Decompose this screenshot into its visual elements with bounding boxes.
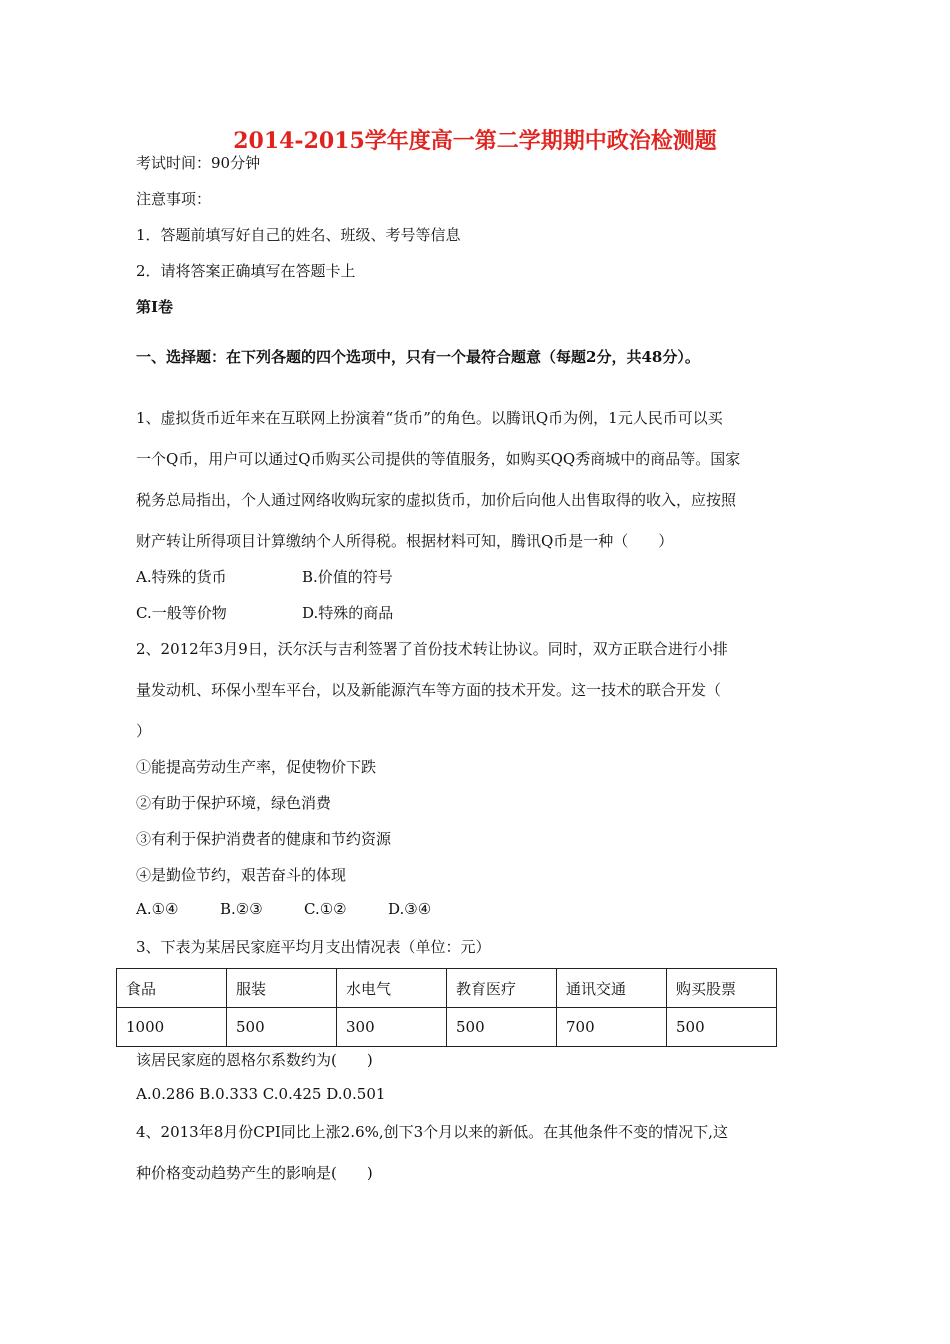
notice-item: 2．请将答案正确填写在答题卡上	[136, 262, 356, 280]
table-header-cell: 水电气	[337, 969, 447, 1008]
table-header-cell: 教育医疗	[447, 969, 557, 1008]
table-cell: 300	[337, 1008, 447, 1047]
q2-text-line: 量发动机、环保小型车平台，以及新能源汽车等方面的技术开发。这一技术的联合开发（	[136, 681, 722, 699]
q3-intro: 3、下表为某居民家庭平均月支出情况表（单位：元）	[136, 938, 491, 956]
q4-text-line: 4、2013年8月份CPI同比上涨2.6%,创下3个月以来的新低。在其他条件不变的情况下,这	[136, 1123, 728, 1141]
table-header-cell: 购买股票	[667, 969, 777, 1008]
q2-statement: ④是勤俭节约，艰苦奋斗的体现	[136, 866, 347, 884]
table-row	[117, 1008, 777, 1047]
q2-option-d[interactable]: D.③④	[388, 900, 432, 918]
q2-statement: ①能提高劳动生产率，促使物价下跌	[136, 758, 377, 776]
q3-options[interactable]: A.0.286 B.0.333 C.0.425 D.0.501	[136, 1085, 386, 1103]
table-header-row	[117, 969, 777, 1008]
q4-text-line: 种价格变动趋势产生的影响是( )	[136, 1164, 373, 1182]
table-cell: 500	[447, 1008, 557, 1047]
q2-statement: ②有助于保护环境，绿色消费	[136, 794, 332, 812]
table-cell: 500	[667, 1008, 777, 1047]
q2-options-row	[136, 900, 431, 918]
q1-option-a[interactable]: A.特殊的货币	[136, 568, 227, 586]
table-cell: 500	[227, 1008, 337, 1047]
q1-options-row	[136, 602, 393, 623]
exam-time: 考试时间：90分钟	[136, 154, 261, 172]
q1-text-line: 税务总局指出，个人通过网络收购玩家的虚拟货币，加价后向他人出售取得的收入，应按照	[136, 491, 737, 509]
table-header-cell: 食品	[117, 969, 227, 1008]
q1-option-c[interactable]: C.一般等价物	[136, 604, 227, 622]
page-title: 2014-2015学年度高一第二学期期中政治检测题	[233, 128, 717, 154]
table-cell: 1000	[117, 1008, 227, 1047]
table-header-cell: 服装	[227, 969, 337, 1008]
q1-text-line: 财产转让所得项目计算缴纳个人所得税。根据材料可知，腾讯Q币是一种（ ）	[136, 532, 674, 550]
q1-text-line: 1、虚拟货币近年来在互联网上扮演着“货币”的角色。以腾讯Q币为例，1元人民币可以买	[136, 409, 723, 427]
expense-table	[116, 968, 777, 1047]
table-header-cell: 通讯交通	[557, 969, 667, 1008]
q1-option-b[interactable]: B.价值的符号	[302, 568, 393, 586]
q1-option-d[interactable]: D.特殊的商品	[302, 604, 394, 622]
table-cell: 700	[557, 1008, 667, 1047]
notice-item: 1．答题前填写好自己的姓名、班级、考号等信息	[136, 226, 461, 244]
q2-statement: ③有利于保护消费者的健康和节约资源	[136, 830, 392, 848]
q2-option-a[interactable]: A.①④	[136, 900, 179, 918]
q2-text-line: 2、2012年3月9日，沃尔沃与吉利签署了首份技术转让协议。同时，双方正联合进行小排	[136, 640, 728, 658]
q2-option-b[interactable]: B.②③	[220, 900, 263, 918]
q1-text-line: 一个Q币，用户可以通过Q币购买公司提供的等值服务，如购买QQ秀商城中的商品等。国家	[136, 450, 741, 468]
q2-text-line: ）	[136, 722, 152, 740]
volume-label: 第Ⅰ卷	[136, 298, 174, 316]
q2-option-c[interactable]: C.①②	[304, 900, 347, 918]
section-heading: 一、选择题：在下列各题的四个选项中，只有一个最符合题意（每题2分，共48分）。	[136, 348, 700, 366]
notice-heading: 注意事项：	[136, 190, 212, 208]
q3-question: 该居民家庭的恩格尔系数约为( )	[136, 1051, 373, 1069]
q1-options-row	[136, 566, 393, 587]
